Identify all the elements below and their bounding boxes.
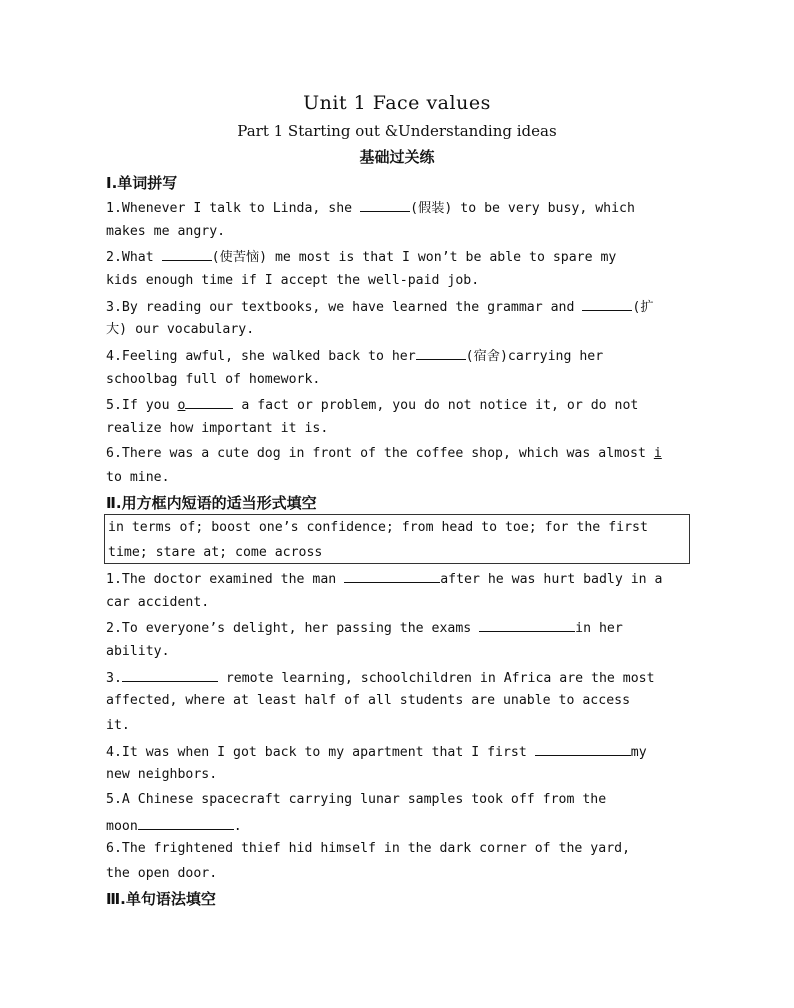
- s1-q5-line1: 5.If you o a fact or problem, you do not notice it, or do not: [106, 395, 686, 415]
- s2-q5-line1: 5.A Chinese spacecraft carrying lunar samples took off from the: [106, 792, 607, 807]
- phrase-box-line2: time; stare at; come across: [108, 545, 323, 560]
- initial-letter-hint: o: [177, 398, 186, 413]
- exercise-type-heading: 基础过关练: [359, 148, 435, 166]
- s1-q1-line2: makes me angry.: [106, 224, 226, 239]
- s2-q2-line1: 2.To everyone’s delight, her passing the exams in her: [106, 618, 686, 638]
- s2-q1-line2: car accident.: [106, 595, 210, 610]
- s2-q4-line2: new neighbors.: [106, 767, 218, 782]
- s1-q2-line2: kids enough time if I accept the well-paid job.: [106, 273, 480, 288]
- answer-blank[interactable]: [185, 395, 233, 409]
- s2-q5-line2: moon .: [106, 816, 686, 836]
- s2-q3-line3: it.: [106, 718, 130, 733]
- section2-heading: Ⅱ.用方框内短语的适当形式填空: [106, 494, 317, 512]
- s1-q3-line1: 3.By reading our textbooks, we have learned the grammar and (扩: [106, 297, 686, 317]
- section3-heading: Ⅲ.单句语法填空: [106, 890, 216, 908]
- s1-q1-line1: 1.Whenever I talk to Linda, she (假装) to be very busy, which: [106, 198, 686, 218]
- s1-q5-line2: realize how important it is.: [106, 421, 329, 436]
- answer-blank[interactable]: [162, 247, 212, 261]
- s2-q2-line2: ability.: [106, 644, 170, 659]
- s2-q6-line1: 6.The frightened thief hid himself in the dark corner of the yard,: [106, 841, 631, 856]
- s2-q3-line2: affected, where at least half of all students are unable to access: [106, 693, 631, 708]
- s1-q4-line2: schoolbag full of homework.: [106, 372, 321, 387]
- s1-q3-line2: 大) our vocabulary.: [106, 322, 255, 337]
- part-subtitle: Part 1 Starting out &Understanding ideas: [237, 122, 557, 140]
- answer-blank[interactable]: [582, 297, 632, 311]
- s2-q3-line1: 3. remote learning, schoolchildren in Africa are the most: [106, 668, 686, 688]
- s1-q6-line1: 6.There was a cute dog in front of the coffee shop, which was almost i: [106, 446, 662, 461]
- answer-blank[interactable]: [416, 346, 466, 360]
- s1-q2-line1: 2.What (使苦恼) me most is that I won’t be able to spare my: [106, 247, 686, 267]
- s1-q6-line2: to mine.: [106, 470, 170, 485]
- answer-blank[interactable]: [138, 816, 234, 830]
- answer-blank[interactable]: [535, 742, 631, 756]
- s2-q6-line2: the open door.: [106, 866, 218, 881]
- unit-title: Unit 1 Face values: [303, 92, 491, 114]
- s2-q4-line1: 4.It was when I got back to my apartment that I first my: [106, 742, 686, 762]
- answer-blank[interactable]: [479, 618, 575, 632]
- answer-blank[interactable]: [344, 569, 440, 583]
- s2-q1-line1: 1.The doctor examined the man after he was hurt badly in a: [106, 569, 686, 589]
- phrase-box-line1: in terms of; boost one’s confidence; from head to toe; for the first: [108, 520, 648, 535]
- initial-letter-hint: i: [653, 446, 662, 461]
- answer-blank[interactable]: [122, 668, 218, 682]
- answer-blank[interactable]: [360, 198, 410, 212]
- s1-q4-line1: 4.Feeling awful, she walked back to her (宿舍)carrying her: [106, 346, 686, 366]
- section1-heading: Ⅰ.单词拼写: [106, 174, 178, 192]
